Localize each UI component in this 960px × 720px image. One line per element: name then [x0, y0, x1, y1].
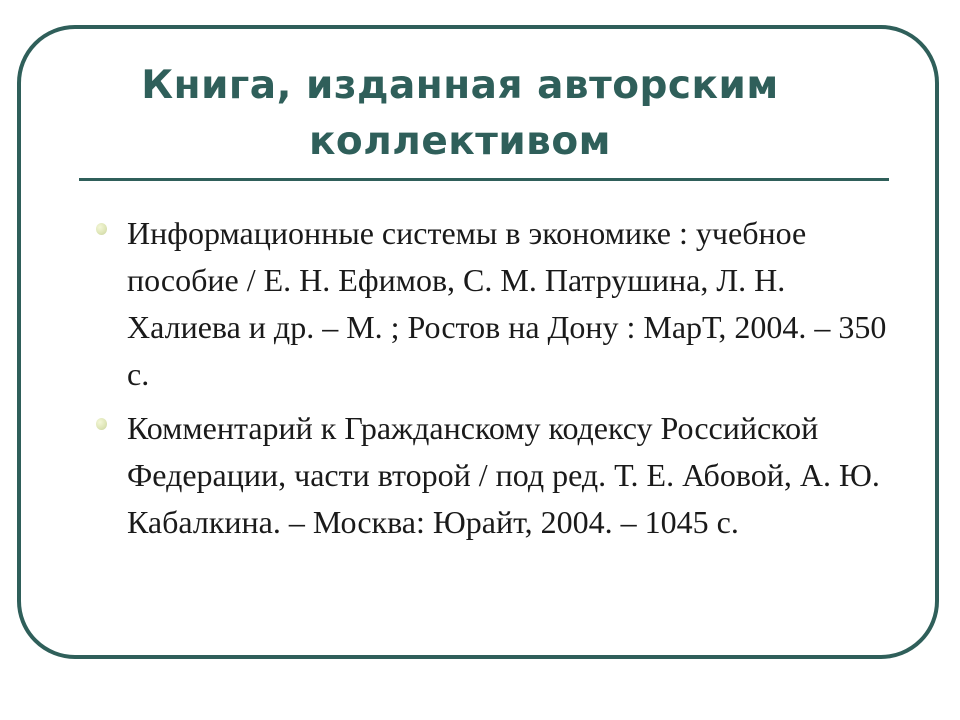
bullet-item: [96, 405, 896, 546]
bullet-dot-icon: [96, 418, 107, 430]
bullet-text: Информационные системы в экономике : учебное пособие / Е. Н. Ефимов, С. М. Патрушина, Л. Н. Халиева и др. – М. ; Ростов на Дону : МарТ, 2004. – 350 с.: [127, 215, 887, 392]
bullet-text: Комментарий к Гражданскому кодексу Российской Федерации, части второй / под ред. Т. Е. Абовой, А. Ю. Кабалкина. – Москва: Юрайт, 2004. – 1045 с.: [127, 410, 880, 540]
bullet-dot-icon: [96, 223, 107, 235]
slide-title: Книга, изданная авторским коллективом: [141, 63, 779, 164]
title-divider: [79, 178, 889, 181]
bullet-item: [96, 210, 896, 398]
bullet-list: [96, 210, 896, 553]
